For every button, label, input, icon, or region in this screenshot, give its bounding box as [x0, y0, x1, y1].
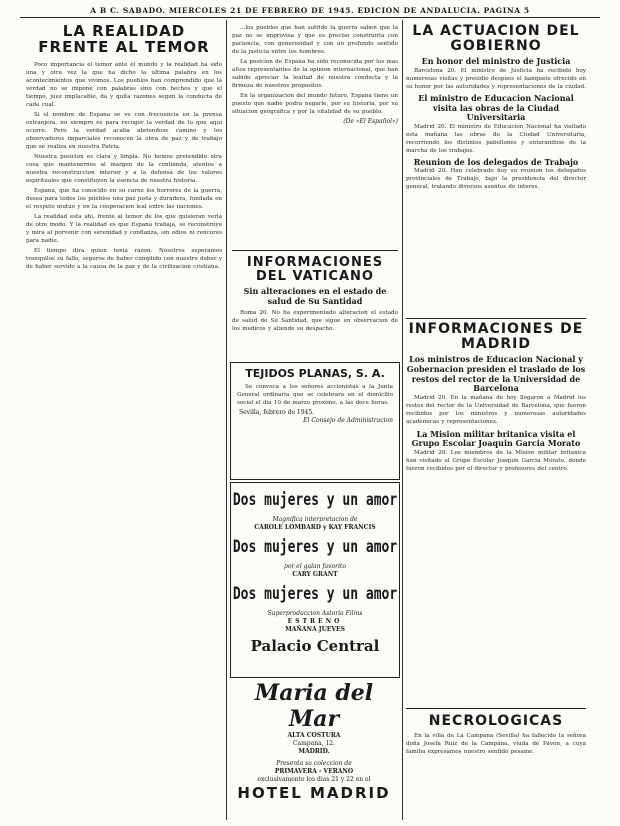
tejidos-date: Sevilla, febrero de 1945.	[239, 409, 315, 416]
news-subtitle: El ministro de Educacion Nacional visita las obras de la Ciudad Universitaria	[418, 92, 574, 123]
column-3	[406, 24, 586, 193]
brand-tagline: ALTA COSTURA	[287, 732, 341, 739]
tejidos-body	[231, 380, 399, 407]
tejidos-notice	[230, 362, 400, 480]
brand-address: Campana, 12.	[292, 740, 336, 747]
news-subtitle: La Mision militar britanica visita el Grupo Escolar Joaquin Garcia Morato	[411, 428, 581, 449]
paragraph: Madrid 20. En la mañana de hoy llegaron a Madrid los restos del rector de la Universidad de Barcelona, que fueron recibidos por los ministros y numerosas autoridades academicas y representaciones.	[406, 394, 586, 425]
paragraph: Poco importancia el temor ante el mundo y la realidad ha sido una y otra vez la que ha dicho la ultima palabra en los acontecimientos que vivimos. Los pueblos han comprendido que la verdad no se impone con palabras sino con hechos y que el tiempo, juez implacable, da y quita razones segun la conducta de cada cual.	[26, 61, 222, 108]
cinema-ad	[230, 482, 400, 678]
paragraph: Roma 20. No ha experimentado alteracion el estado de salud de Su Santidad, que sigue en observacion de los medicos y atiende su despacho.	[232, 310, 398, 333]
news-body	[406, 167, 586, 191]
paragraph: La posicion de Espana ha sido reconocida por los mas altos representantes de la opinion internacional, que han sabido apreciar la lealtad de nuestra conducta y la firmeza de nuestros propositos.	[232, 59, 399, 89]
estreno-day: MAÑANA JUEVES	[285, 626, 345, 633]
section-rule	[232, 250, 398, 251]
section-rule	[406, 708, 586, 709]
film-title: Dos mujeres y un amor	[232, 490, 398, 511]
paragraph: En la organizacion del mundo futuro, Espana tiene un puesto que nadie podra negarle, por su historia, por su situacion geografica y por la vitalidad de su pueblo.	[232, 93, 398, 115]
film-stars: CAROLE LOMBARD y KAY FRANCIS	[254, 524, 376, 531]
ad-line: Magnifica interpretacion de	[272, 516, 358, 523]
tejidos-title: TEJIDOS PLANAS, S. A.	[245, 367, 385, 380]
paragraph: La realidad esta ahi, frente al temor de los que quisieran verla de otro modo. Y la realidad es que Espana trabaja, se reconstruye y mira al porvenir con serenidad y confianza, sin odios ni rencores para nadie.	[26, 213, 222, 244]
ad-line: por el galan favorito	[284, 563, 346, 570]
brand-city: MADRID.	[298, 748, 330, 755]
column-2	[232, 24, 398, 125]
news-subtitle: Reunion de los delegados de Trabajo	[413, 156, 579, 167]
article-continuation	[232, 24, 398, 116]
news-body	[406, 67, 586, 91]
news-subtitle: Los ministros de Educacion Nacional y Gobernacion presiden el traslado de los restos del rector de la Universidad de Barcelona	[406, 354, 586, 394]
vatican-body	[232, 309, 398, 333]
paragraph: Barcelona 20. El ministro de Justicia ha recibido hoy numerosas visitas y presidio despues el banquete ofrecido en su honor por las autoridades y representaciones de la ciudad.	[406, 67, 586, 90]
obituaries-section	[406, 714, 586, 758]
collection-season: PRIMAVERA - VERANO	[274, 768, 354, 775]
maria-del-mar-ad	[230, 680, 398, 820]
tejidos-signature: El Consejo de Administracion	[303, 417, 393, 424]
estreno-label: ESTRENO	[287, 618, 343, 625]
film-title: Dos mujeres y un amor	[232, 537, 398, 558]
paragraph: Nuestra posicion es clara y limpia. No hemos pretendido otra cosa que mantenernos al margen de la contienda, atentos a nuestra reconstruccion interior y a la defensa de los valores espirituales que constituyen la esencia de nuestra historia.	[26, 153, 222, 184]
news-body	[406, 394, 586, 426]
hotel-name: HOTEL MADRID	[237, 784, 391, 802]
obituaries-body	[406, 732, 586, 756]
film-star: CARY GRANT	[292, 571, 338, 578]
ad-line: Presenta su coleccion de	[276, 760, 352, 767]
paragraph: Madrid 20. Han celebrado hoy su reunion los delegados provinciales de Trabajo, bajo la presidencia del director general, tratando diversos asuntos de interes.	[406, 168, 586, 191]
news-subtitle: En honor del ministro de Justicia	[421, 56, 571, 67]
paragraph: En la villa de La Campana (Sevilla) ha fallecido la señora doña Josefa Ruiz de la Campana, viuda de Pavon, a cuya familia expresamos nuestro sentido pesame.	[406, 732, 586, 755]
film-title: Dos mujeres y un amor	[232, 584, 398, 605]
theater-name: Palacio Central	[250, 637, 380, 655]
paragraph: Madrid 20. El ministro de Educacion Nacional ha visitado esta mañana las obras de la Ciudad Universitaria, recorriendo los distintos pabellones y enterandose de la marcha de los trabajos.	[406, 123, 586, 154]
column-divider	[226, 20, 227, 820]
article-body	[26, 61, 222, 271]
ad-line: Superproduccion Astoria Films	[267, 610, 363, 617]
brand-name: Maria del Mar	[254, 680, 374, 732]
column-divider	[402, 20, 403, 820]
obituaries-title: NECROLOGICAS	[428, 713, 564, 729]
paragraph: Madrid 20. Los miembros de la Mision militar britanica han visitado el Grupo Escolar Joaquin Garcia Morato, donde fueron recibidos por el director y profesores del centro.	[406, 449, 586, 472]
paragraph: El tiempo dira quien tenia razon. Nosotros esperamos tranquilos su fallo, seguros de haber cumplido con nuestro deber y de haber servido a la causa de la paz y de la civilizacion cristiana.	[26, 247, 222, 270]
ad-line: exclusivamente los dias 21 y 22 en el	[257, 776, 371, 783]
paragraph: Se convoca a los señores accionistas a la Junta General ordinaria que se celebrara en el domicilio social el dia 10 de marzo proximo, a las doce horas.	[237, 384, 393, 406]
paragraph: ...los pueblos que han sufrido la guerra saben que la paz no se improvisa y que es preciso construirla con paciencia, con generosidad y con un profundo sentido de la justicia entre los hombres.	[232, 25, 398, 55]
masthead: A B C. SABADO. MIERCOLES 21 DE FEBRERO DE 1945. EDICION DE ANDALUCIA. PAGINA 5	[90, 6, 530, 15]
vatican-title: INFORMACIONES DEL VATICANO	[246, 255, 384, 284]
section-rule	[406, 318, 586, 319]
paragraph: Espana, que ha conocido en su carne los horrores de la guerra, desea para todos los pueblos una paz justa y duradera, fundada en el respeto mutuo y en la cooperacion leal entre las naciones.	[26, 187, 222, 210]
article-title: LA REALIDAD FRENTE AL TEMOR	[38, 22, 210, 56]
section-title: LA ACTUACION DEL GOBIERNO	[412, 23, 580, 54]
masthead-rule	[20, 17, 600, 18]
madrid-title: INFORMACIONES DE MADRID	[408, 321, 584, 352]
vatican-subtitle: Sin alteraciones en el estado de salud de Su Santidad	[243, 286, 387, 306]
article-signature: (De «El Español»)	[343, 118, 398, 125]
news-body	[406, 449, 586, 473]
vatican-section	[232, 256, 398, 335]
column-1	[26, 24, 222, 273]
madrid-section	[406, 322, 586, 475]
news-body	[406, 123, 586, 155]
paragraph: Si el nombre de Espana se ve con frecuencia en la prensa extranjera, no siempre es para recoger la verdad de lo que aqui ocurre. Pero la verdad acaba abriendose camino y los observadores imparciales reconocen la obra de paz y de trabajo que se realiza en nuestra Patria.	[26, 111, 222, 150]
